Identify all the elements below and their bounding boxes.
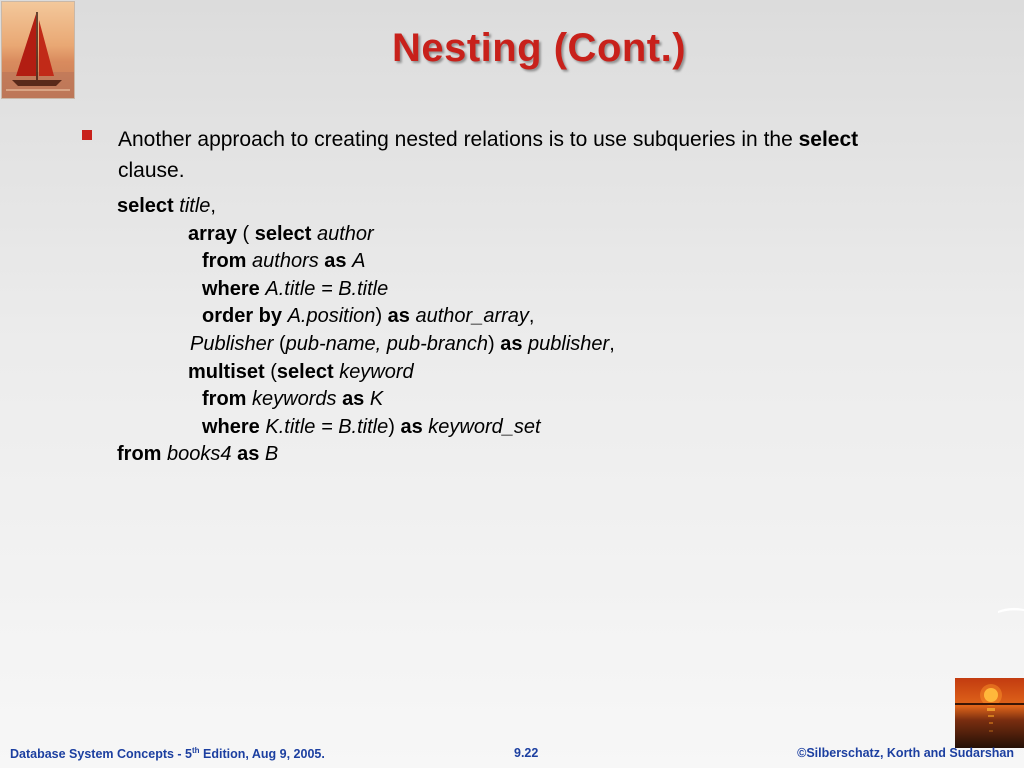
query-line-9: where K.title = B.title) as keyword_set xyxy=(202,415,541,438)
bullet-text: Another approach to creating nested relations is to use subqueries in the select clause. xyxy=(118,128,859,182)
query-line-4: where A.title = B.title xyxy=(202,277,389,300)
query-line-1: select title, xyxy=(117,195,216,217)
query-line-6: Publisher (pub-name, pub-branch) as publisher, xyxy=(190,332,615,355)
sunset-image xyxy=(955,678,1024,748)
decorative-swoosh-icon xyxy=(998,606,1024,614)
bullet-point xyxy=(82,124,912,186)
query-line-3: from authors as A xyxy=(202,250,366,273)
slide-title: Nesting (Cont.) xyxy=(391,26,687,70)
query-line-7: multiset (select keyword xyxy=(188,360,414,383)
square-bullet-icon xyxy=(82,130,92,140)
query-line-2: array ( select author xyxy=(188,222,374,245)
footer-copyright: ©Silberschatz, Korth and Sudarshan xyxy=(797,746,1014,760)
footer-page-number: 9.22 xyxy=(514,746,539,760)
sql-query xyxy=(117,193,615,469)
footer-course-title: Database System Concepts - 5th Edition, Aug 9, 2005. xyxy=(10,746,325,762)
query-line-10: from books4 as B xyxy=(117,443,279,466)
query-line-8: from keywords as K xyxy=(202,388,384,411)
query-line-5: order by A.position) as author_array, xyxy=(202,305,535,328)
